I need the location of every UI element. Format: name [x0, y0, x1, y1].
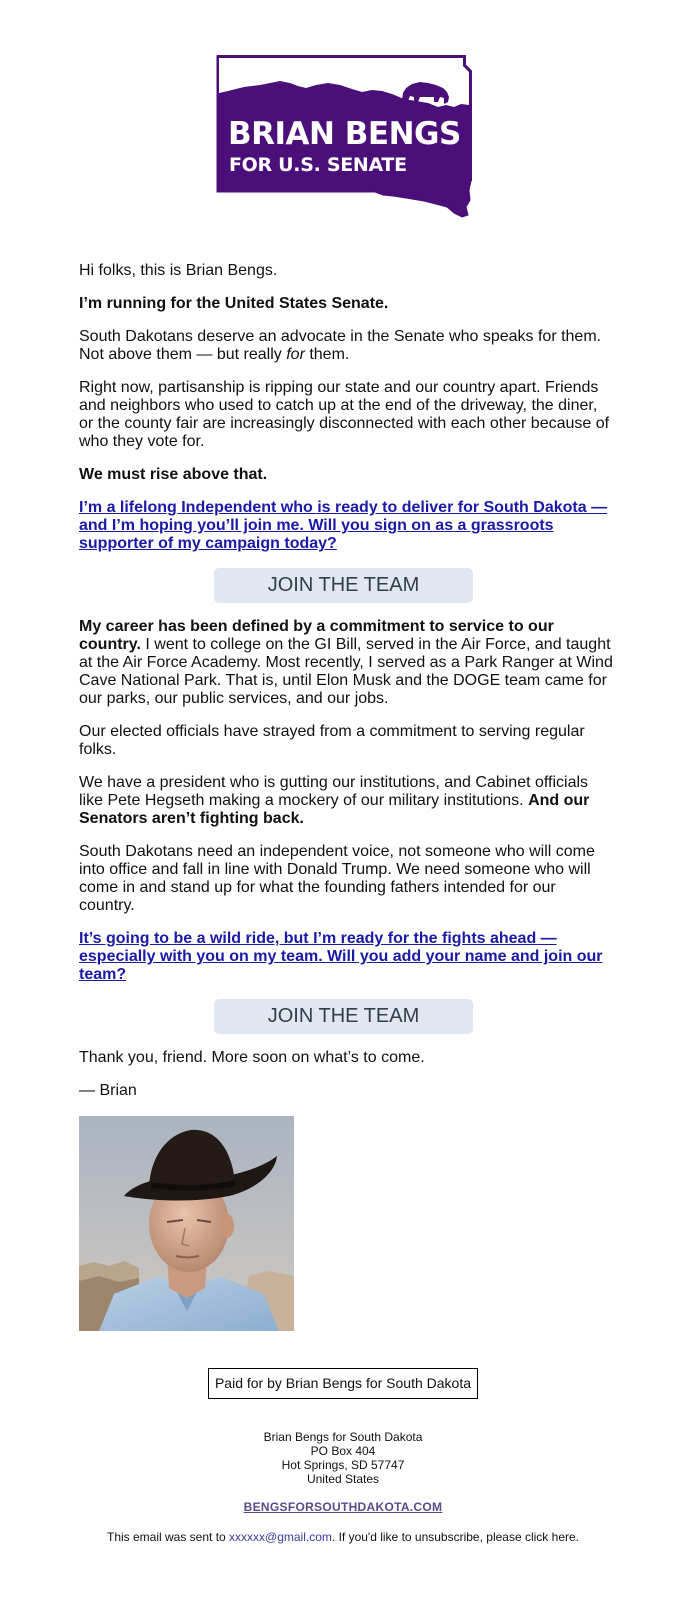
join-the-team-button-2[interactable]: JOIN THE TEAM: [214, 999, 473, 1034]
cta-paragraph-2: [79, 930, 614, 984]
president-paragraph: We have a president who is gutting our institutions, and Cabinet officials like Pete Hegseth making a mockery of our military institutions. And our Senators aren’t fighting back.: [79, 774, 590, 827]
email-body: [79, 262, 614, 1115]
candidate-photo: [79, 1116, 294, 1331]
website-link[interactable]: BENGSFORSOUTHDAKOTA.COM: [243, 1500, 443, 1514]
campaign-logo: [216, 55, 472, 220]
advocate-paragraph: South Dakotans deserve an advocate in the Senate who speaks for them. Not above them — but really for them.: [79, 328, 602, 363]
cta-link-add-name[interactable]: It’s going to be a wild ride, but I’m ready for the fights ahead — especially with you on my team. Will you add your name and join our team?: [79, 930, 603, 983]
running-statement: I’m running for the United States Senate.: [79, 295, 389, 312]
greeting: Hi folks, this is Brian Bengs.: [79, 262, 278, 279]
unsubscribe-link[interactable]: . If you'd like to unsubscribe, please click here.: [331, 1530, 579, 1544]
unsubscribe-notice: This email was sent to xxxxxx@gmail.com. If you'd like to unsubscribe, please click here.: [106, 1530, 579, 1544]
address-city: Hot Springs, SD 57747: [281, 1458, 405, 1472]
button-row-1: [79, 568, 614, 603]
address-country: United States: [306, 1472, 380, 1486]
address-box: PO Box 404: [310, 1444, 376, 1458]
partisanship-paragraph: Right now, partisanship is ripping our state and our country apart. Friends and neighbors who used to catch up at the end of the driveway, the diner, or the county fair are increasingly disconnected with each other because of who they vote for.: [79, 379, 610, 450]
officials-paragraph: Our elected officials have strayed from a commitment to serving regular folks.: [79, 723, 585, 758]
signoff: — Brian: [79, 1082, 137, 1099]
cta-paragraph-1: [79, 499, 614, 553]
rise-statement: We must rise above that.: [79, 466, 268, 483]
career-paragraph: My career has been defined by a commitment to service to our country. I went to college on the GI Bill, served in the Air Force, and taught at the Air Force Academy. Most recently, I served as a Park Ranger at Wind Cave National Park. That is, until Elon Musk and the DOGE team came for our parks, our public services, and our jobs.: [79, 618, 613, 707]
cta-link-sign-on[interactable]: I’m a lifelong Independent who is ready to deliver for South Dakota — and I’m hoping you’ll join me. Will you sign on as a grassroots supporter of my campaign today?: [79, 499, 608, 552]
mailing-address: [0, 1430, 686, 1486]
thanks-line: Thank you, friend. More soon on what’s to come.: [79, 1049, 425, 1066]
join-the-team-button[interactable]: JOIN THE TEAM: [214, 568, 473, 603]
logo-subtitle: FOR U.S. SENATE: [229, 154, 407, 176]
button-row-2: [79, 999, 614, 1034]
address-org: Brian Bengs for South Dakota: [263, 1430, 423, 1444]
logo-name: BRIAN BENGS: [228, 116, 461, 152]
independent-paragraph: South Dakotans need an independent voice, not someone who will come into office and fall in line with Donald Trump. We need someone who will come in and stand up for what the founding fathers intended for our country.: [79, 843, 595, 914]
recipient-email: xxxxxx@gmail.com: [229, 1530, 332, 1544]
paid-for-disclaimer: Paid for by Brian Bengs for South Dakota: [208, 1368, 478, 1399]
